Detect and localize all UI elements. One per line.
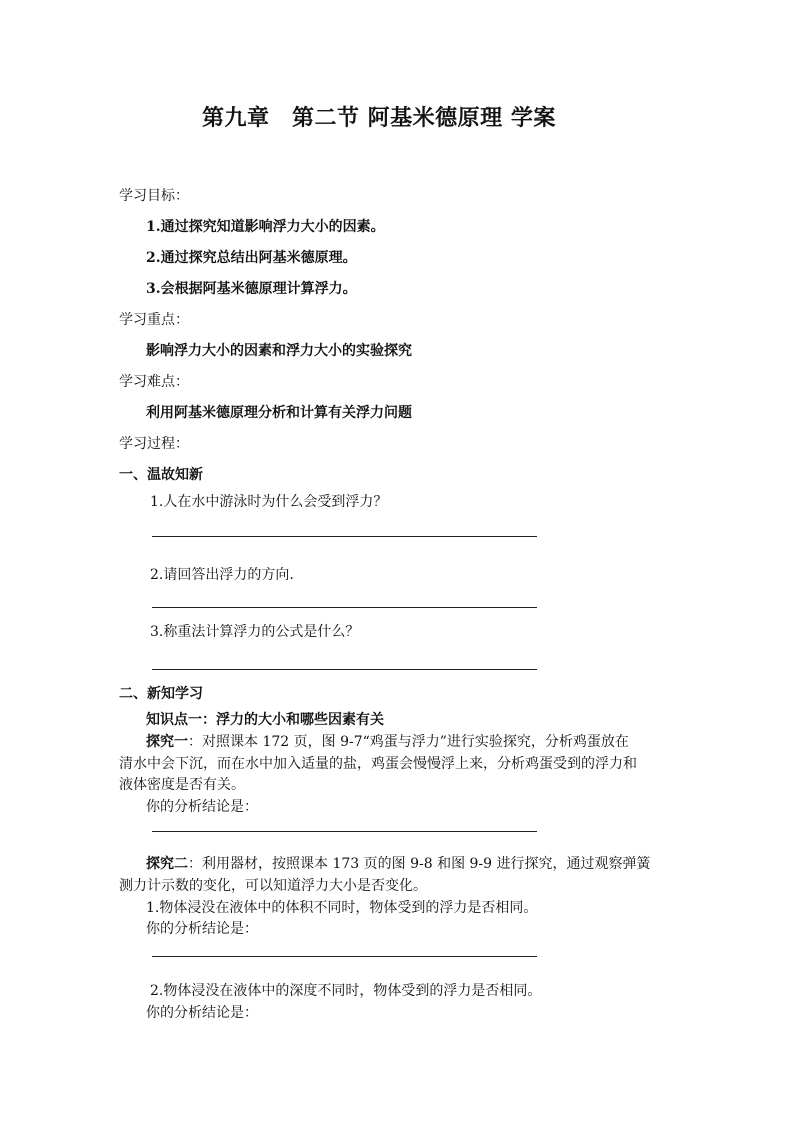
- key-points-label: 学习重点：: [119, 312, 189, 328]
- explore2-conclusion: 你的分析结论是：: [146, 1005, 258, 1021]
- answer-line[interactable]: [152, 607, 537, 608]
- explore2-line: 测力计示数的变化，可以知道浮力大小是否变化。: [119, 878, 427, 894]
- explore2-question: 2.物体浸没在液体中的深度不同时，物体受到的浮力是否相同。: [150, 983, 542, 999]
- key-points-text: 影响浮力大小的因素和浮力大小的实验探究: [146, 343, 412, 359]
- explore2-label: 探究二: [146, 856, 188, 872]
- explore1-line: 清水中会下沉，而在水中加入适量的盐，鸡蛋会慢慢浮上来，分析鸡蛋受到的浮力和: [119, 756, 637, 772]
- review-question: 3.称重法计算浮力的公式是什么？: [150, 624, 360, 640]
- explore2-question: 1.物体浸没在液体中的体积不同时，物体受到的浮力是否相同。: [146, 900, 538, 916]
- difficulties-label: 学习难点：: [119, 374, 189, 390]
- review-question: 2.请回答出浮力的方向.: [150, 567, 294, 583]
- objectives-label: 学习目标：: [119, 188, 189, 204]
- explore2-conclusion: 你的分析结论是：: [146, 921, 258, 937]
- process-label: 学习过程：: [119, 436, 189, 452]
- objective-item: 3.会根据阿基米德原理计算浮力。: [146, 281, 357, 297]
- difficulties-text: 利用阿基米德原理分析和计算有关浮力问题: [146, 405, 412, 421]
- answer-line[interactable]: [152, 956, 537, 957]
- explore1-line: 液体密度是否有关。: [119, 777, 245, 793]
- explore1-label: 探究一: [146, 734, 188, 750]
- answer-line[interactable]: [152, 536, 537, 537]
- review-question: 1.人在水中游泳时为什么会受到浮力？: [150, 494, 388, 510]
- explore2-line: [146, 857, 651, 871]
- review-heading: 一、温故知新: [119, 467, 203, 483]
- knowledge-point-heading: 知识点一：浮力的大小和哪些因素有关: [146, 712, 384, 728]
- explore2-text: ：利用器材，按照课本 173 页的图 9-8 和图 9-9 进行探究，通过观察弹簧: [188, 856, 651, 872]
- answer-line[interactable]: [152, 669, 537, 670]
- page-title: 第九章 第二节 阿基米德原理 学案: [202, 105, 556, 131]
- explore1-line: [146, 735, 629, 749]
- new-learning-heading: 二、新知学习: [119, 686, 203, 702]
- explore1-conclusion: 你的分析结论是：: [146, 799, 258, 815]
- objective-item: 2.通过探究总结出阿基米德原理。: [146, 250, 357, 266]
- explore1-text: ：对照课本 172 页，图 9-7“鸡蛋与浮力”进行实验探究，分析鸡蛋放在: [188, 734, 629, 750]
- objective-item: 1.通过探究知道影响浮力大小的因素。: [146, 219, 385, 235]
- answer-line[interactable]: [152, 831, 537, 832]
